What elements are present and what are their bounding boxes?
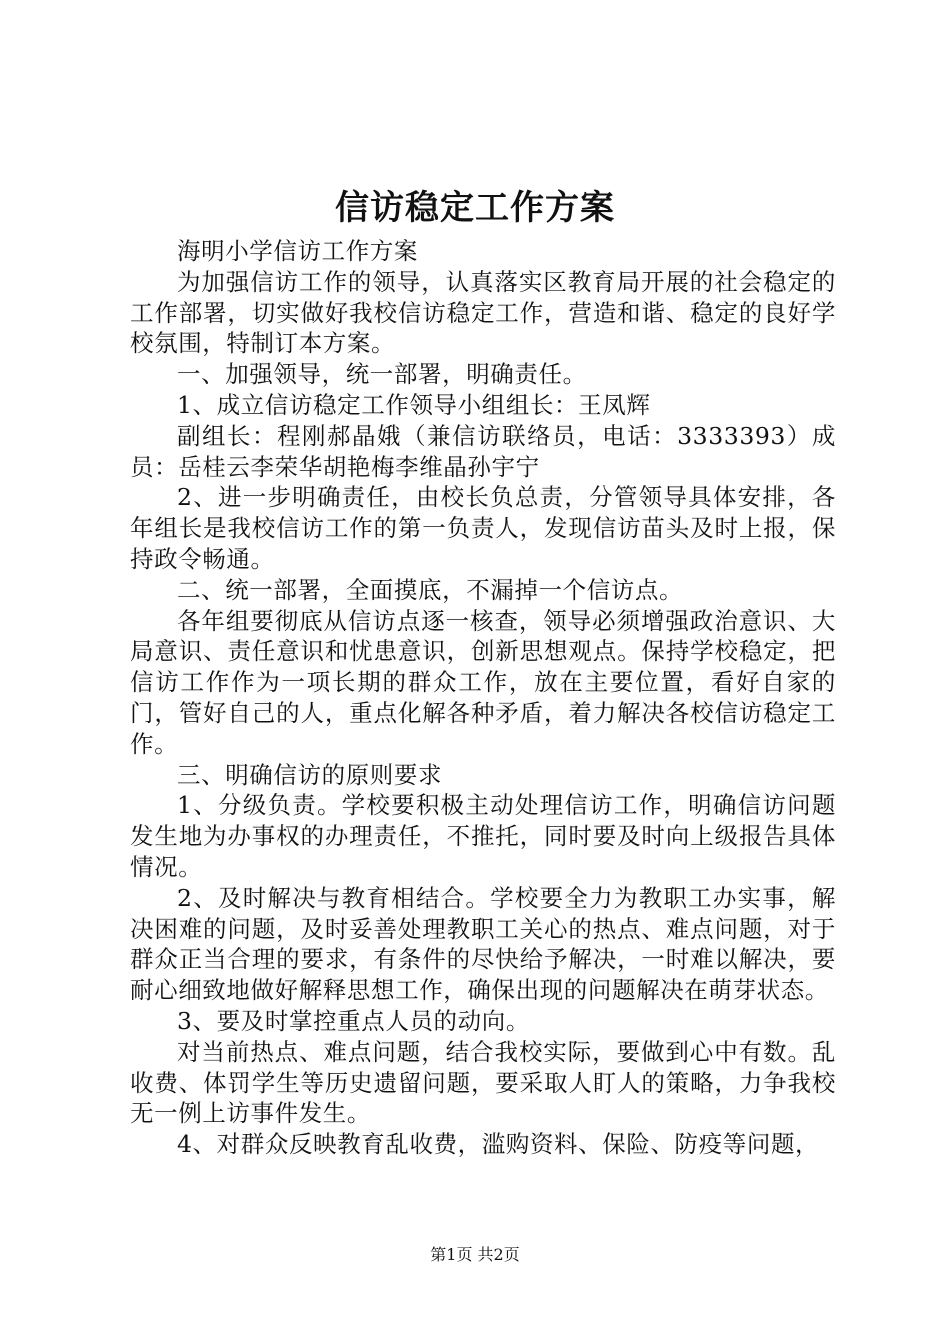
section-heading-3: 三、明确信访的原则要求 [177,760,443,789]
paragraph-investigation: 各年组要彻底从信访点逐一核查，领导必须增强政治意识、大局意识、责任意识和忧患意识，创新思想观点。保持学校稳定，把信访工作作为一项长期的群众工作，放在主要位置，看好自家的门，管好自己的人，重点化解各种矛盾，着力解决各校信访稳定工作。 [130,606,836,758]
document-body [130,236,836,1160]
page-footer: 第1页 共2页 [430,1245,520,1264]
section-heading-1: 一、加强领导，统一部署，明确责任。 [177,360,587,389]
paragraph-principle-4: 4、对群众反映教育乱收费，滥购资料、保险、防疫等问题， [177,1130,820,1159]
paragraph-members: 副组长：程刚郝晶娥（兼信访联络员，电话：3333393）成员：岳桂云李荣华胡艳梅李维晶孙宇宁 [130,421,836,481]
paragraph-principle-2: 2、及时解决与教育相结合。学校要全力为教职工办实事，解决困难的问题，及时妥善处理教职工关心的热点、难点问题，对于群众正当合理的要求，有条件的尽快给予解决，一时难以解决，要耐心细致地做好解释思想工作，确保出现的问题解决在萌芽状态。 [130,883,836,1005]
paragraph-school-plan-title: 海明小学信访工作方案 [177,237,418,265]
document-title: 信访稳定工作方案 [335,188,615,228]
paragraph-hotspots: 对当前热点、难点问题，结合我校实际，要做到心中有数。乱收费、体罚学生等历史遗留问题，要采取人盯人的策略，力争我校无一例上访事件发生。 [130,1037,836,1128]
section-heading-2: 二、统一部署，全面摸底，不漏掉一个信访点。 [177,575,684,604]
paragraph-intro: 为加强信访工作的领导，认真落实区教育局开展的社会稳定的工作部署，切实做好我校信访稳定工作，营造和谐、稳定的良好学校氛围，特制订本方案。 [130,267,836,358]
paragraph-responsibility: 2、进一步明确责任，由校长负总责，分管领导具体安排，各年组长是我校信访工作的第一负责人，发现信访苗头及时上报，保持政令畅通。 [130,483,836,573]
paragraph-principle-3: 3、要及时掌控重点人员的动向。 [177,1006,530,1035]
paragraph-leader-group: 1、成立信访稳定工作领导小组组长：王凤辉 [177,390,651,419]
paragraph-principle-1: 1、分级负责。学校要积极主动处理信访工作，明确信访问题发生地为办事权的办理责任，不推托，同时要及时向上级报告具体情况。 [130,791,836,881]
